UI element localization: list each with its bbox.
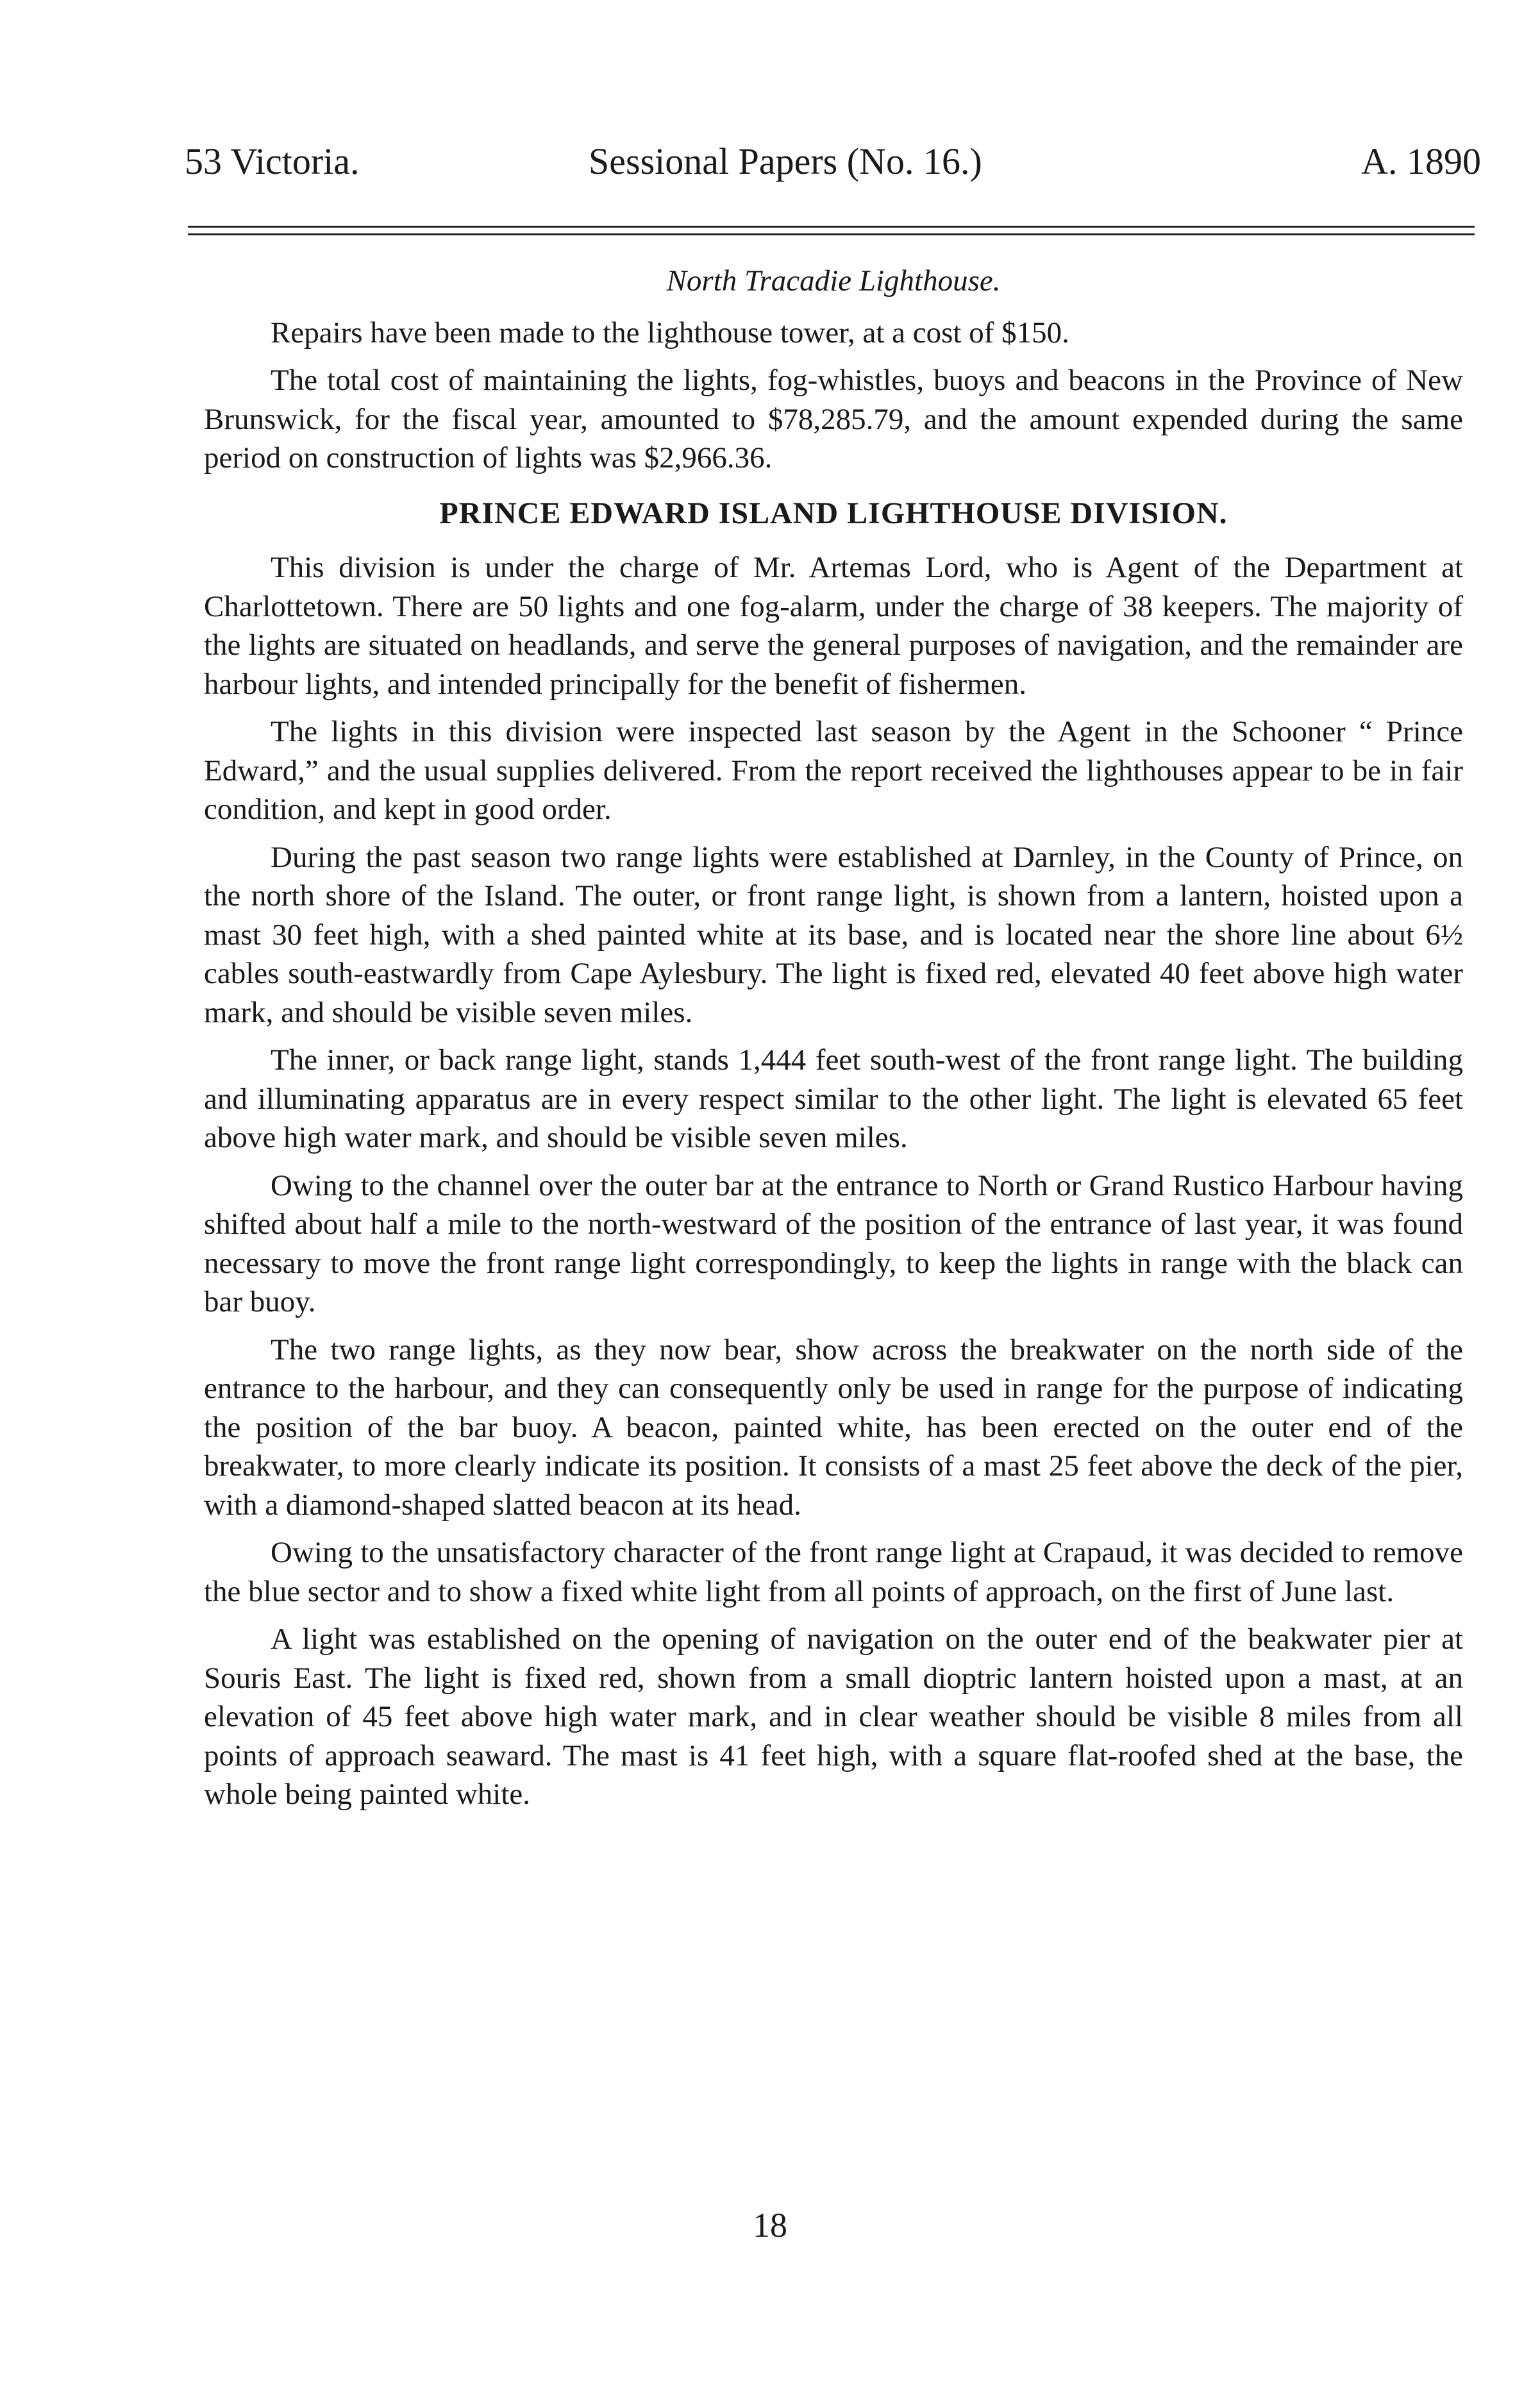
paragraph: The inner, or back range light, stands 1,444 feet south-west of the front range light. The building and illuminating apparatus are in every respect similar to the other light. The light is elevated 65 feet above high water mark, and should be visible seven miles. — [204, 1043, 1463, 1154]
paragraph: A light was established on the opening of navigation on the outer end of the beakwater pier at Souris East. The light is fixed red, shown from a small dioptric lantern hoisted upon a mast, at an elevation of 45 feet above high water mark, and in clear weather should be visible 8 miles from all points of approach seaward. The mast is 41 feet high, with a square flat-roofed shed at the base, the whole being painted white. — [204, 1622, 1463, 1811]
paragraph: The total cost of maintaining the lights, fog-whistles, buoys and beacons in the Province of New Brunswick, for the fiscal year, amounted to $78,285.79, and the amount expended during the same period on construction of lights was $2,966.36. — [204, 364, 1463, 475]
page-number: 18 — [753, 2206, 787, 2244]
subheading-north-tracadie: North Tracadie Lighthouse. — [666, 264, 1001, 298]
body-text — [204, 262, 1463, 1823]
paragraph: Repairs have been made to the lighthouse tower, at a cost of $150. — [271, 315, 1069, 349]
header-rule-bottom — [188, 233, 1475, 235]
paragraph: Owing to the channel over the outer bar at the entrance to North or Grand Rustico Harbour having shifted about half a mile to the north-westward of the position of the entrance of last year, it was found necessary to move the front range light correspondingly, to keep the lights in range with the black can bar buoy. — [204, 1168, 1463, 1318]
paragraph: The lights in this division were inspected last season by the Agent in the Schooner “ Prince Edward,” and the usual supplies delivered. From the report received the lighthouses appear to be in fair condition, and kept in good order. — [204, 715, 1463, 826]
header-title: Sessional Papers (No. 16.) — [589, 140, 982, 182]
section-heading: PRINCE EDWARD ISLAND LIGHTHOUSE DIVISION. — [439, 496, 1228, 530]
running-header — [185, 136, 1481, 187]
paragraph: This division is under the charge of Mr. Artemas Lord, who is Agent of the Department at Charlottetown. There are 50 lights and one fog-alarm, under the charge of 38 keepers. The majority of the lights are situated on headlands, and serve the general purposes of navigation, and the remainder are harbour lights, and intended principally for the benefit of fishermen. — [204, 551, 1463, 701]
header-session: 53 Victoria. — [185, 140, 360, 182]
paragraph: The two range lights, as they now bear, show across the breakwater on the north side of the entrance to the harbour, and they can consequently only be used in range for the purpose of indicating the position of the bar buoy. A beacon, painted white, has been erected on the outer end of the breakwater, to more clearly indicate its position. It consists of a mast 25 feet above the deck of the pier, with a diamond-shaped slatted beacon at its head. — [204, 1333, 1463, 1522]
paragraph: During the past season two range lights were established at Darnley, in the County of Prince, on the north shore of the Island. The outer, or front range light, is shown from a lantern, hoisted upon a mast 30 feet high, with a shed painted white at its base, and is located near the shore line about 6½ cables south-eastwardly from Cape Aylesbury. The light is fixed red, elevated 40 feet above high water mark, and should be visible seven miles. — [204, 840, 1463, 1029]
paragraph: Owing to the unsatisfactory character of the front range light at Crapaud, it was decided to remove the blue sector and to show a fixed white light from all points of approach, on the first of June last. — [204, 1536, 1463, 1608]
header-rule-top — [188, 226, 1475, 228]
header-year: A. 1890 — [1361, 140, 1481, 182]
